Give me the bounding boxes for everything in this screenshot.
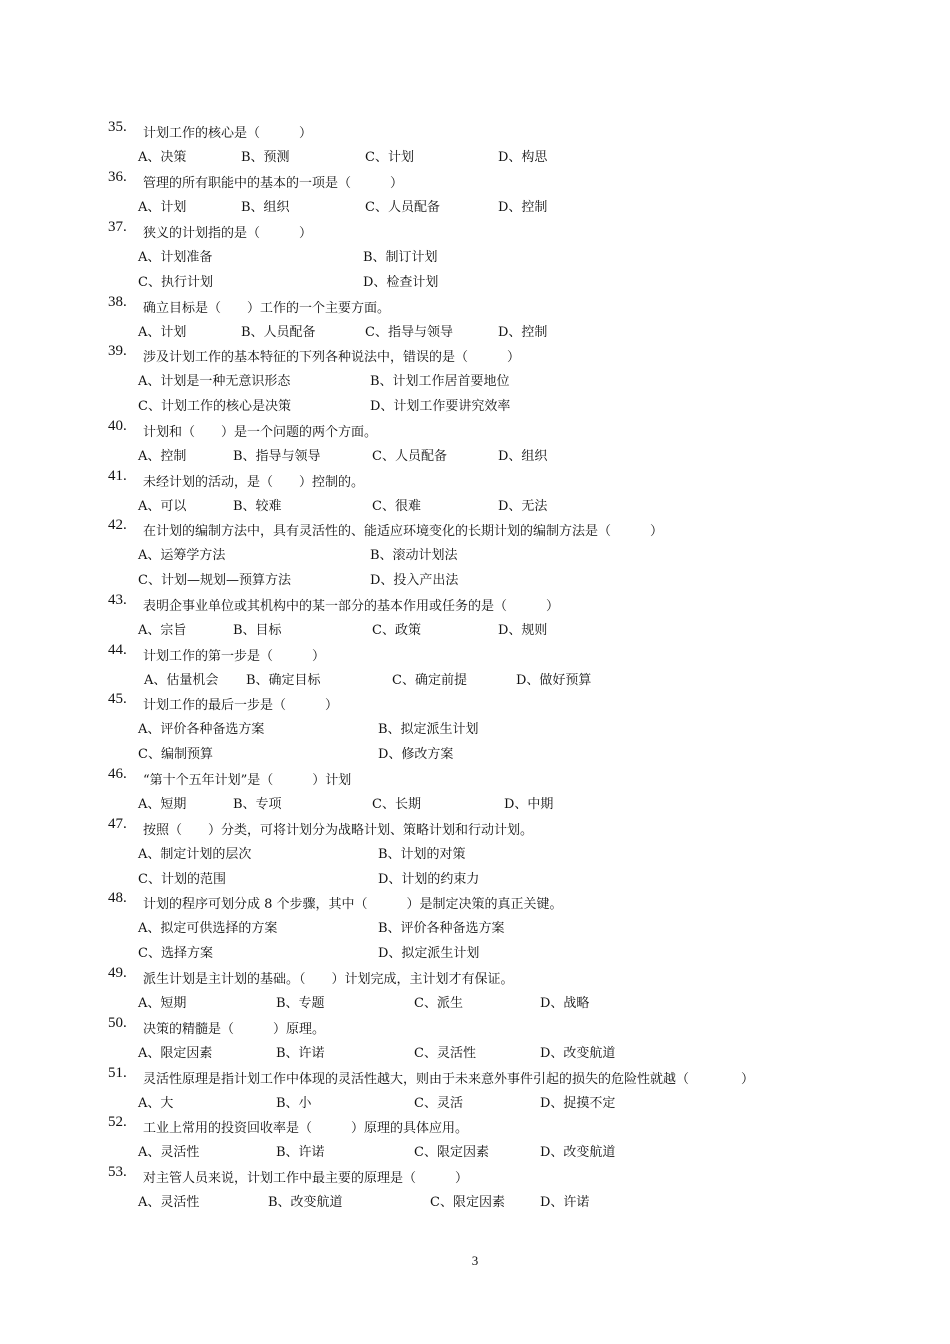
option-b: B、计划的对策 — [378, 847, 466, 862]
option-a: A、评价各种备选方案 — [138, 722, 265, 737]
question-text: 管理的所有职能中的基本的一项是（ ） — [143, 176, 404, 191]
question-text: 在计划的编制方法中，具有灵活性的、能适应环境变化的长期计划的编制方法是（ ） — [143, 524, 664, 539]
question-text: 对主管人员来说，计划工作中最主要的原理是（ ） — [143, 1171, 469, 1186]
option-c: C、限定因素 — [414, 1145, 489, 1160]
question-35 — [108, 119, 910, 169]
question-39 — [108, 343, 910, 418]
question-number: 43. — [108, 592, 127, 608]
option-a: A、计划是一种无意识形态 — [138, 374, 291, 389]
question-text: 计划的程序可划分成 8 个步骤，其中（ ）是制定决策的真正关键。 — [143, 897, 563, 912]
question-number: 46. — [108, 766, 127, 782]
question-36 — [108, 169, 910, 219]
option-d: D、战略 — [540, 996, 590, 1011]
option-c: C、人员配备 — [372, 449, 447, 464]
option-d: D、拟定派生计划 — [378, 946, 480, 961]
option-c: C、编制预算 — [138, 747, 213, 762]
option-c: C、计划 — [365, 150, 414, 165]
option-a: A、计划 — [138, 325, 187, 340]
question-48 — [108, 890, 910, 965]
option-d: D、捉摸不定 — [540, 1096, 616, 1111]
question-44 — [108, 642, 910, 692]
option-b: B、计划工作居首要地位 — [370, 374, 510, 389]
question-text: 计划工作的核心是（ ） — [143, 126, 313, 141]
option-b: B、专项 — [233, 797, 282, 812]
option-d: D、改变航道 — [540, 1046, 616, 1061]
option-c: C、人员配备 — [365, 200, 440, 215]
question-number: 52. — [108, 1114, 127, 1130]
question-text: 涉及计划工作的基本特征的下列各种说法中，错误的是（ ） — [143, 350, 521, 365]
option-d: D、计划工作要讲究效率 — [370, 399, 511, 414]
option-c: C、执行计划 — [138, 275, 213, 290]
option-b: B、目标 — [233, 623, 282, 638]
option-c: C、长期 — [372, 797, 421, 812]
option-c: C、限定因素 — [430, 1195, 505, 1210]
question-49 — [108, 965, 910, 1015]
option-d: D、无法 — [498, 499, 548, 514]
option-d: D、许诺 — [540, 1195, 590, 1210]
option-b: B、评价各种备选方案 — [378, 921, 505, 936]
question-number: 42. — [108, 517, 127, 533]
option-b: B、制订计划 — [363, 250, 438, 265]
question-number: 48. — [108, 890, 127, 906]
option-a: A、限定因素 — [138, 1046, 213, 1061]
question-number: 50. — [108, 1015, 127, 1031]
option-a: A、控制 — [138, 449, 187, 464]
question-number: 53. — [108, 1164, 127, 1180]
option-a: A、短期 — [138, 797, 187, 812]
question-number: 44. — [108, 642, 127, 658]
question-text: 计划工作的最后一步是（ ） — [143, 698, 339, 713]
question-53 — [108, 1164, 910, 1214]
option-c: C、很难 — [372, 499, 421, 514]
option-a: A、拟定可供选择的方案 — [138, 921, 278, 936]
option-d: D、检查计划 — [363, 275, 439, 290]
option-d: D、计划的约束力 — [378, 872, 480, 887]
option-a: A、制定计划的层次 — [138, 847, 252, 862]
option-c: C、派生 — [414, 996, 463, 1011]
question-41 — [108, 468, 910, 518]
option-b: B、专题 — [276, 996, 325, 1011]
question-text: 工业上常用的投资回收率是（ ）原理的具体应用。 — [143, 1121, 469, 1136]
question-46 — [108, 766, 910, 816]
question-number: 39. — [108, 343, 127, 359]
question-text: 确立目标是（ ）工作的一个主要方面。 — [143, 301, 391, 316]
option-b: B、人员配备 — [241, 325, 316, 340]
option-b: B、许诺 — [276, 1145, 325, 1160]
option-c: C、确定前提 — [392, 673, 467, 688]
question-text: “第十个五年计划”是（ ）计划 — [143, 773, 352, 788]
option-d: D、控制 — [498, 325, 548, 340]
question-number: 37. — [108, 219, 127, 235]
option-c: C、计划的范围 — [138, 872, 226, 887]
question-number: 49. — [108, 965, 127, 981]
question-45 — [108, 691, 910, 766]
option-d: D、改变航道 — [540, 1145, 616, 1160]
question-text: 狭义的计划指的是（ ） — [143, 226, 313, 241]
question-38 — [108, 294, 910, 344]
option-c: C、选择方案 — [138, 946, 213, 961]
question-37 — [108, 219, 910, 294]
question-43 — [108, 592, 910, 642]
option-b: B、确定目标 — [246, 673, 321, 688]
question-52 — [108, 1114, 910, 1164]
option-b: B、预测 — [241, 150, 290, 165]
option-b: B、改变航道 — [268, 1195, 343, 1210]
question-text: 计划工作的第一步是（ ） — [143, 649, 326, 664]
question-47 — [108, 816, 910, 891]
option-d: D、控制 — [498, 200, 548, 215]
option-d: D、中期 — [504, 797, 554, 812]
question-text: 按照（ ）分类，可将计划分为战略计划、策略计划和行动计划。 — [143, 823, 534, 838]
option-a: A、灵活性 — [138, 1145, 200, 1160]
question-number: 47. — [108, 816, 127, 832]
page-number: 3 — [471, 1253, 479, 1268]
option-a: A、估量机会 — [144, 673, 219, 688]
option-b: B、拟定派生计划 — [378, 722, 479, 737]
option-c: C、计划—规划—预算方法 — [138, 573, 291, 588]
question-text: 灵活性原理是指计划工作中体现的灵活性越大，则由于未来意外事件引起的损失的危险性就越（ ） — [143, 1072, 755, 1087]
option-a: A、短期 — [138, 996, 187, 1011]
option-d: D、组织 — [498, 449, 548, 464]
option-c: C、灵活 — [414, 1096, 463, 1111]
option-a: A、决策 — [138, 150, 187, 165]
option-a: A、宗旨 — [138, 623, 187, 638]
question-51 — [108, 1065, 910, 1115]
option-d: D、修改方案 — [378, 747, 454, 762]
option-a: A、可以 — [138, 499, 187, 514]
question-50 — [108, 1015, 910, 1065]
question-text: 表明企事业单位或其机构中的某一部分的基本作用或任务的是（ ） — [143, 599, 560, 614]
option-b: B、小 — [276, 1096, 312, 1111]
option-b: B、较难 — [233, 499, 282, 514]
option-a: A、计划准备 — [138, 250, 213, 265]
question-text: 决策的精髓是（ ）原理。 — [143, 1022, 326, 1037]
option-b: B、指导与领导 — [233, 449, 321, 464]
option-a: A、灵活性 — [138, 1195, 200, 1210]
option-c: C、灵活性 — [414, 1046, 476, 1061]
question-number: 41. — [108, 468, 127, 484]
option-b: B、组织 — [241, 200, 290, 215]
question-text: 未经计划的活动，是（ ）控制的。 — [143, 475, 365, 490]
option-c: C、计划工作的核心是决策 — [138, 399, 291, 414]
option-b: B、许诺 — [276, 1046, 325, 1061]
option-c: C、指导与领导 — [365, 325, 453, 340]
question-number: 38. — [108, 294, 127, 310]
question-number: 36. — [108, 169, 127, 185]
option-c: C、政策 — [372, 623, 421, 638]
question-text: 计划和（ ）是一个问题的两个方面。 — [143, 425, 378, 440]
option-d: D、投入产出法 — [370, 573, 459, 588]
question-number: 35. — [108, 119, 127, 135]
question-42 — [108, 517, 910, 592]
option-b: B、滚动计划法 — [370, 548, 458, 563]
option-a: A、运筹学方法 — [138, 548, 226, 563]
option-d: D、规则 — [498, 623, 548, 638]
option-d: D、构思 — [498, 150, 548, 165]
question-number: 40. — [108, 418, 127, 434]
question-number: 45. — [108, 691, 127, 707]
question-number: 51. — [108, 1065, 127, 1081]
option-a: A、计划 — [138, 200, 187, 215]
option-d: D、做好预算 — [516, 673, 592, 688]
question-text: 派生计划是主计划的基础。（ ）计划完成，主计划才有保证。 — [143, 972, 514, 987]
question-40 — [108, 418, 910, 468]
option-a: A、大 — [138, 1096, 174, 1111]
